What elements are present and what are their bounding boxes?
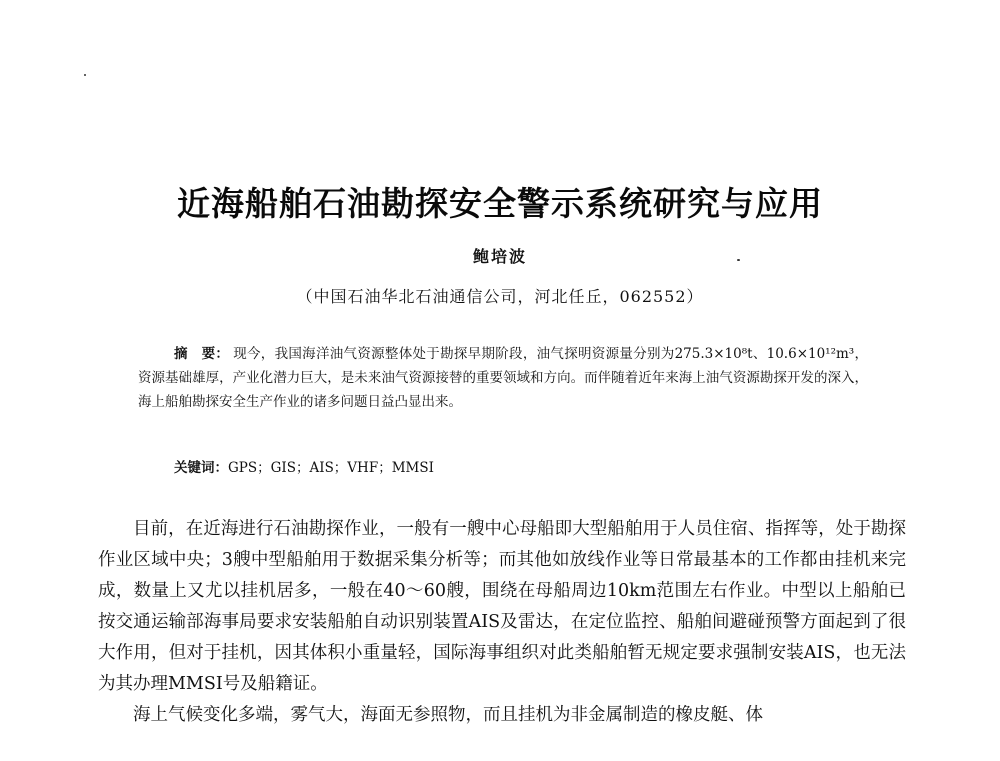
- keywords-text: GPS；GIS；AIS；VHF；MMSI: [228, 460, 434, 476]
- keywords-label: 关键词：: [174, 460, 228, 476]
- scan-speck: [84, 74, 86, 76]
- abstract-text: 现今，我国海洋油气资源整体处于勘探早期阶段，油气探明资源量分别为275.3×10⁸t、10.6×10¹²m³，资源基础雄厚，产业化潜力巨大，是未来油气资源接替的重要领域和方向。而伴随着近年来海上油气资源勘探开发的深入，海上船舶勘探安全生产作业的诸多问题日益凸显出来。: [138, 346, 869, 410]
- body-paragraph: 目前，在近海进行石油勘探作业，一般有一艘中心母船即大型船舶用于人员住宿、指挥等，处于勘探作业区域中央；3艘中型船舶用于数据采集分析等；而其他如放线作业等日常最基本的工作都由挂机来完成，数量上又尤以挂机居多，一般在40～60艘，围绕在母船周边10km范围左右作业。中型以上船舶已按交通运输部海事局要求安装船舶自动识别装置AIS及雷达，在定位监控、船舶间避碰预警方面起到了很大作用，但对于挂机，因其体积小重量轻，国际海事组织对此类船舶暂无规定要求强制安装AIS，也无法为其办理MMSI号及船籍证。: [98, 519, 906, 694]
- paper-title: 近海船舶石油勘探安全警示系统研究与应用: [177, 184, 823, 223]
- body-text: [98, 514, 906, 731]
- keywords-block: [174, 456, 874, 480]
- abstract-label: 摘 要：: [174, 346, 230, 362]
- paper-author: 鲍培波: [472, 247, 527, 266]
- paper-affiliation: （中国石油华北石油通信公司，河北任丘，062552）: [296, 287, 704, 306]
- abstract-block: [138, 342, 868, 414]
- body-paragraph: 海上气候变化多端，雾气大，海面无参照物，而且挂机为非金属制造的橡皮艇、体: [133, 705, 763, 725]
